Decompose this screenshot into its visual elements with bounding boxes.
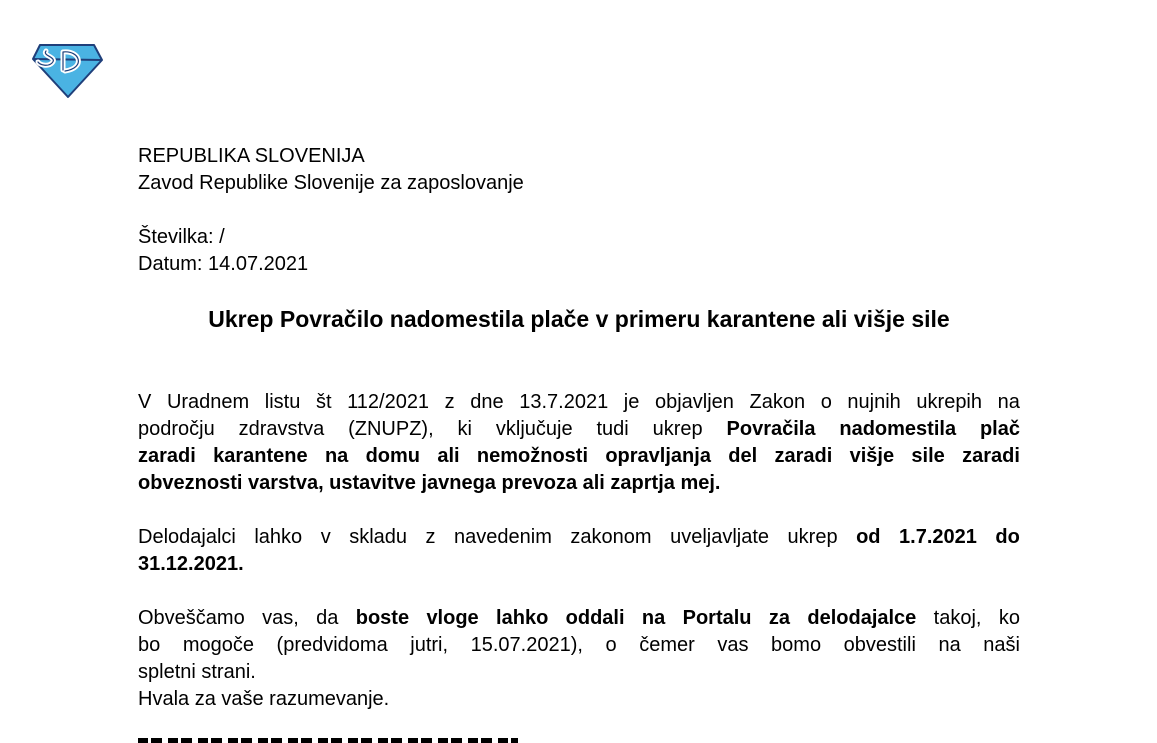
word: z (444, 391, 455, 413)
word: Uradnem (166, 391, 250, 413)
word: obvestili (843, 634, 916, 656)
paragraph-3 (138, 605, 1020, 713)
paragraph-3-line-1 (138, 605, 1020, 632)
date-label: Datum: (138, 253, 203, 275)
word: uveljavljate (670, 526, 770, 548)
cut-off-text-line (138, 734, 518, 743)
word: na (997, 391, 1020, 413)
word: lahko (254, 526, 303, 548)
bold-word: od (856, 526, 881, 548)
word: da (316, 607, 339, 629)
word: 13.7.2021 (519, 391, 609, 413)
word: skladu (349, 526, 408, 548)
bold-word: nemožnosti (476, 445, 589, 467)
document-date (138, 251, 308, 278)
bold-word: nadomestila (839, 418, 957, 440)
word: bomo (771, 634, 822, 656)
number-value: / (219, 226, 225, 248)
word: zdravstva (238, 418, 325, 440)
bold-word: Povračila (726, 418, 816, 440)
esd-logo (30, 40, 104, 100)
word: nujnih (847, 391, 901, 413)
date-value: 14.07.2021 (208, 253, 309, 275)
republic-name: REPUBLIKA SLOVENIJA (138, 145, 365, 167)
bold-word: na (324, 445, 349, 467)
word: V (138, 391, 152, 413)
word: mogoče (182, 634, 254, 656)
word: objavljen (654, 391, 734, 413)
word: 112/2021 (347, 391, 430, 413)
paragraph-1-line-1 (138, 389, 1020, 416)
word: naši (983, 634, 1020, 656)
word: področju (138, 418, 215, 440)
word: takoj, (933, 607, 982, 629)
bold-word: zaradi (138, 445, 196, 467)
bold-word: zaradi (774, 445, 833, 467)
bold-word: oddali (565, 607, 625, 629)
word: Delodajalci (138, 526, 236, 548)
word: bo (138, 634, 161, 656)
word: ko (998, 607, 1020, 629)
paragraph-2-line-1 (138, 524, 1020, 551)
bold-word: ali (437, 445, 460, 467)
number-label: Številka: (138, 226, 214, 248)
bold-word: za (768, 607, 790, 629)
word: na (938, 634, 961, 656)
bold-word: plač (979, 418, 1020, 440)
paragraph-3-line-3: spletni strani. (138, 661, 256, 683)
word: ukrepih (916, 391, 983, 413)
closing-thanks: Hvala za vaše razumevanje. (138, 688, 390, 710)
word: Obveščamo (138, 607, 245, 629)
paragraph-1-line-2 (138, 416, 1020, 443)
bold-word: domu (365, 445, 421, 467)
word: vas (717, 634, 749, 656)
institution-name: Zavod Republike Slovenije za zaposlovanje (138, 172, 524, 194)
paragraph-1-line-4: obveznosti varstva, ustavitve javnega prevoza ali zaprtja mej. (138, 472, 721, 494)
bold-word: zaradi (962, 445, 1020, 467)
paragraph-1 (138, 389, 1020, 497)
paragraph-1-line-3 (138, 443, 1020, 470)
bold-word: delodajalce (807, 607, 917, 629)
bold-word: 1.7.2021 (899, 526, 977, 548)
word: Zakon (749, 391, 806, 413)
bold-word: karantene (213, 445, 308, 467)
word: vključuje (495, 418, 573, 440)
word: (predvidoma (276, 634, 388, 656)
word: (ZNUPZ), (348, 418, 434, 440)
bold-word: lahko (496, 607, 549, 629)
word: z (425, 526, 436, 548)
word: je (623, 391, 640, 413)
word: navedenim (454, 526, 552, 548)
bold-word: Portalu (682, 607, 752, 629)
bold-word: del (728, 445, 758, 467)
bold-word: na (641, 607, 666, 629)
word: št (315, 391, 332, 413)
word: dne (470, 391, 504, 413)
bold-word: boste (355, 607, 410, 629)
bold-word: sile (911, 445, 945, 467)
word: vas, (262, 607, 299, 629)
word: ukrep (787, 526, 838, 548)
word: ukrep (652, 418, 703, 440)
word: čemer (639, 634, 695, 656)
paragraph-2-line-2: 31.12.2021. (138, 553, 244, 575)
bold-word: do (995, 526, 1020, 548)
word: v (320, 526, 331, 548)
word: o (605, 634, 617, 656)
word: listu (264, 391, 301, 413)
paragraph-3-line-2 (138, 632, 1020, 659)
word: tudi (596, 418, 629, 440)
bold-word: vloge (426, 607, 479, 629)
document-title: Ukrep Povračilo nadomestila plače v primeru karantene ali višje sile (208, 306, 950, 332)
paragraph-2 (138, 524, 1020, 578)
word: zakonom (570, 526, 652, 548)
document-number (138, 224, 225, 251)
word: ki (457, 418, 472, 440)
word: 15.07.2021), (470, 634, 583, 656)
word: jutri, (410, 634, 449, 656)
word: o (820, 391, 832, 413)
bold-word: višje (849, 445, 895, 467)
bold-word: opravljanja (605, 445, 711, 467)
